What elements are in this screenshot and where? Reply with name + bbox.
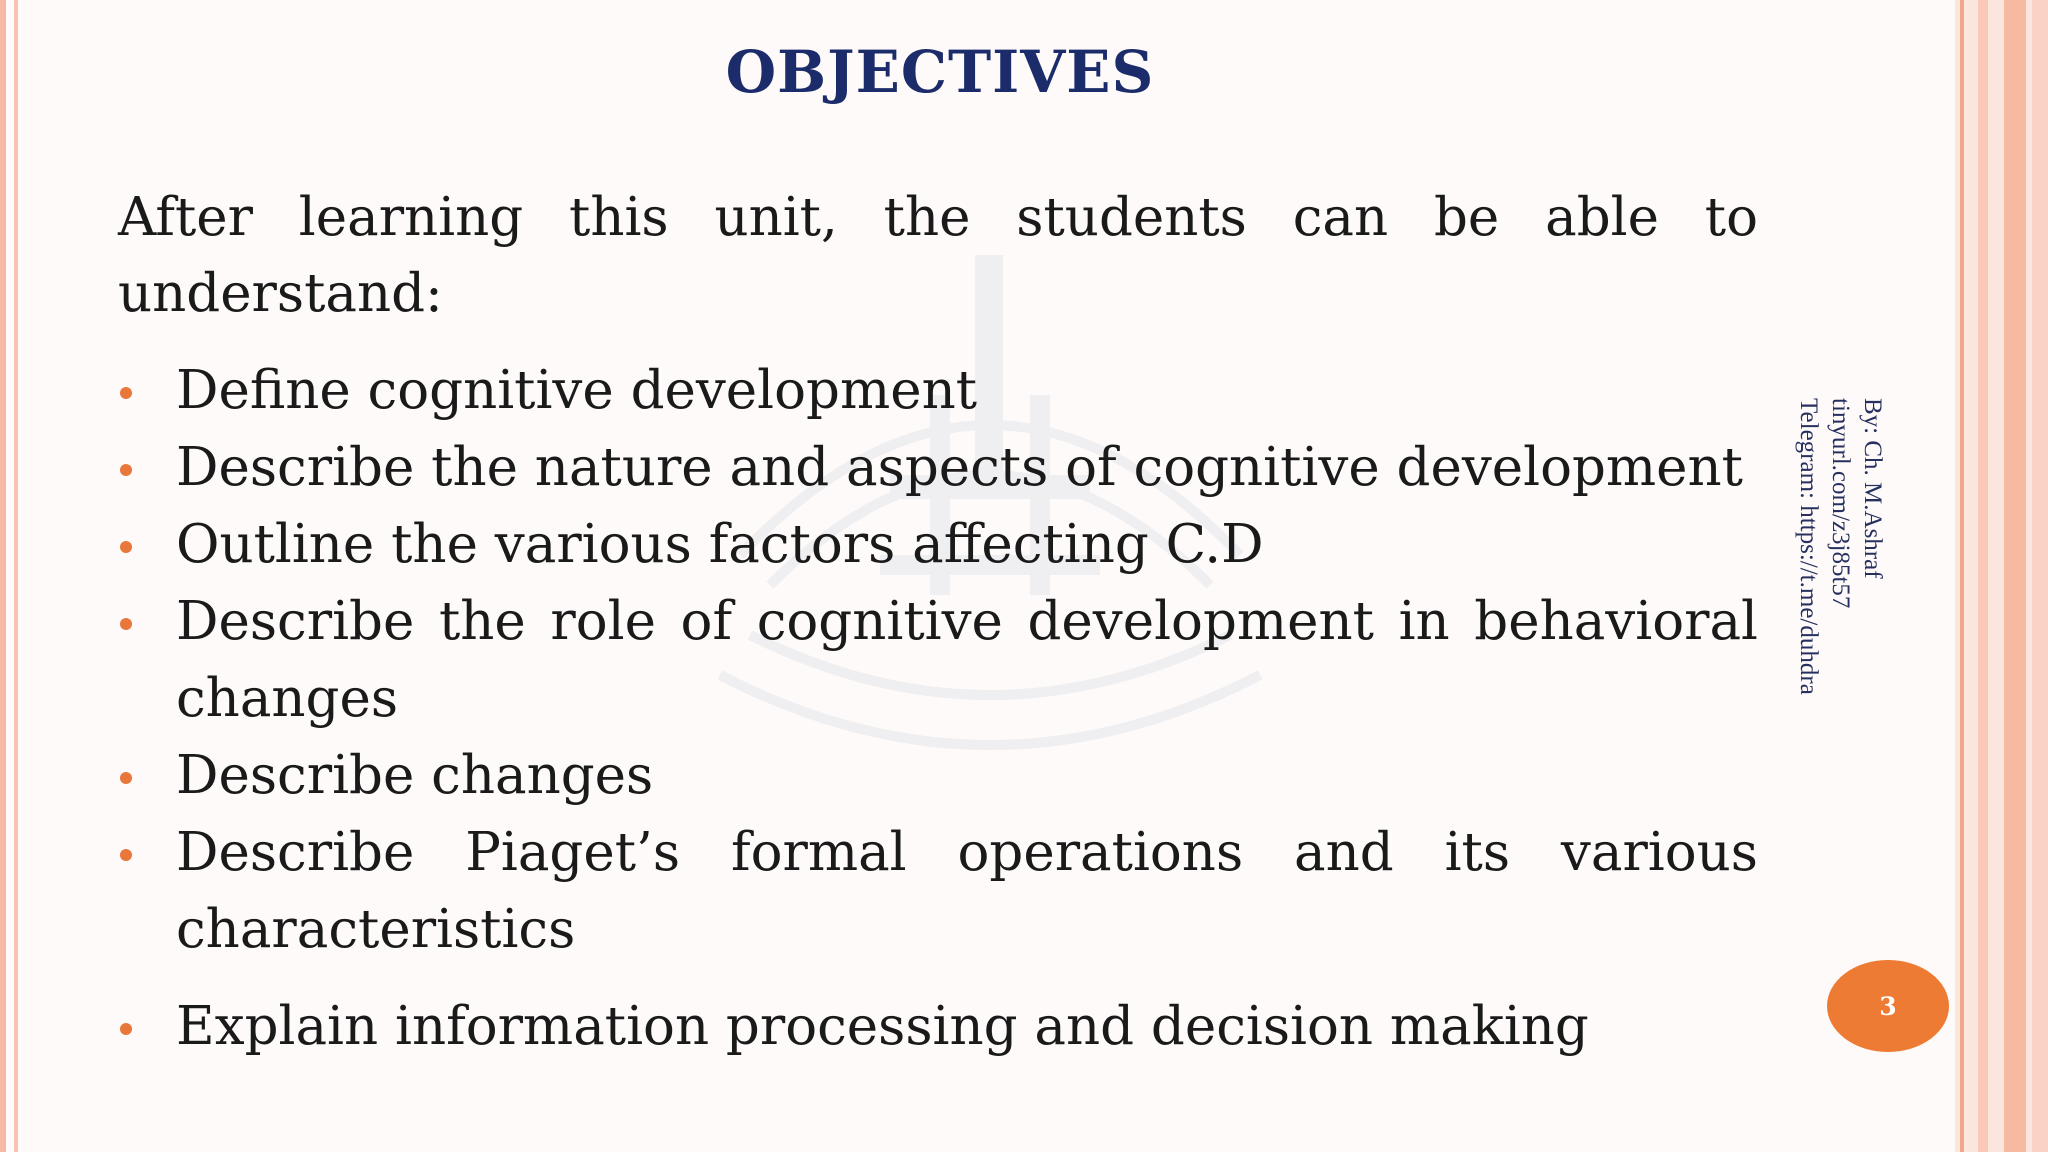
right-band-line <box>1978 0 1988 1152</box>
right-band-line <box>2032 0 2048 1152</box>
author-credit <box>1790 398 1888 798</box>
intro-line: understand: <box>118 263 443 324</box>
bullet-dot-icon <box>120 1023 132 1035</box>
list-item-text: Describe changes <box>176 745 654 806</box>
list-item <box>118 737 1758 814</box>
slide-title: OBJECTIVES <box>725 38 1155 106</box>
right-band-line <box>2004 0 2026 1152</box>
list-item-text: Describe the role of cognitive development in behavioral <box>176 591 1758 652</box>
bullet-dot-icon <box>120 541 132 553</box>
list-item-text: Outline the various factors affecting C.D <box>176 514 1264 575</box>
list-item <box>118 352 1758 429</box>
list-item-text: Describe the nature and aspects of cognitive development <box>176 437 1743 498</box>
right-band-line <box>1960 0 1964 1152</box>
intro-line: After learning this unit, the students can be able to <box>118 187 1758 248</box>
left-edge-stripe <box>0 0 6 1152</box>
list-item <box>118 988 1758 1065</box>
bullet-dot-icon <box>120 464 132 476</box>
list-item-text-continued: changes <box>176 668 399 729</box>
list-item-text: Explain information processing and decision making <box>176 996 1589 1057</box>
bullet-dot-icon <box>120 849 132 861</box>
list-item-text: Define cognitive development <box>176 360 978 421</box>
credit-author: By: Ch. M.Ashraf <box>1859 398 1886 579</box>
objectives-list <box>118 352 1758 1065</box>
credit-telegram: Telegram: https://t.me/duhdra <box>1795 398 1822 695</box>
credit-link: tinyurl.com/z3j85t57 <box>1827 398 1854 609</box>
page-number-badge: 3 <box>1827 960 1949 1052</box>
bullet-dot-icon <box>120 772 132 784</box>
intro-paragraph <box>118 180 1758 332</box>
list-item <box>118 506 1758 583</box>
list-item-text-continued: characteristics <box>176 899 576 960</box>
bullet-dot-icon <box>120 387 132 399</box>
list-item <box>118 429 1758 506</box>
bullet-dot-icon <box>120 618 132 630</box>
left-edge-stripe-inner <box>14 0 18 1152</box>
list-item <box>118 583 1758 737</box>
list-item-text: Describe Piaget’s formal operations and its various <box>176 822 1758 883</box>
list-item <box>118 814 1758 968</box>
